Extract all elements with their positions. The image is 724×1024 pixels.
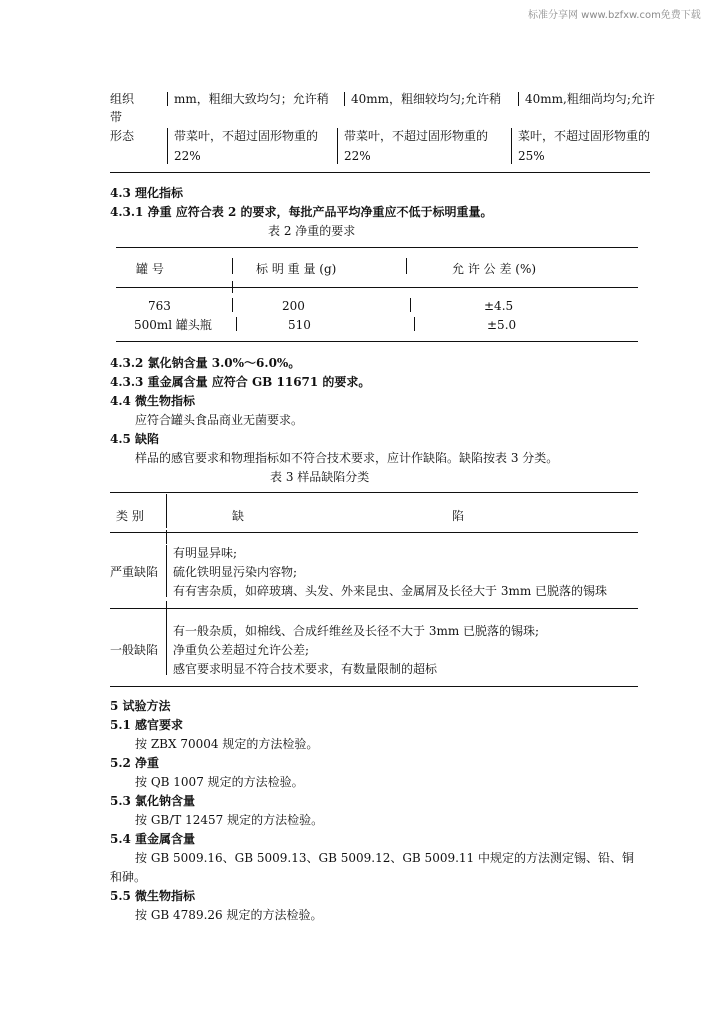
- col-divider: [166, 623, 167, 675]
- section-5-1-body: 按 ZBX 70004 规定的方法检验。: [135, 737, 319, 751]
- section-4-3-3: 4.3.3 重金属含量 应符合 GB 11671 的要求。: [110, 375, 371, 389]
- section-4-3-heading: 4.3 理化指标: [110, 186, 184, 200]
- table2-bottom-rule: [116, 341, 638, 342]
- table3-header-defect-2: 陷: [452, 509, 465, 523]
- section-5-3-body: 按 GB/T 12457 规定的方法检验。: [135, 813, 324, 827]
- general-item-1: 有一般杂质，如棉线、合成纤维丝及长径不大于 3mm 已脱落的锡珠;: [173, 624, 540, 638]
- xingtai-col2-l1: 带菜叶，不超过固形物重的: [344, 129, 489, 143]
- col-divider: [167, 92, 168, 106]
- table3-caption: 表 3 样品缺陷分类: [270, 470, 370, 484]
- severe-label: 严重缺陷: [110, 565, 159, 579]
- zuzhi-col2: 40mm，粗细较均匀;允许稍: [351, 92, 502, 106]
- col-divider: [166, 545, 167, 597]
- section-4-3-2: 4.3.2 氯化钠含量 3.0%～6.0%。: [110, 356, 301, 370]
- general-item-2: 净重负公差超过允许公差;: [173, 643, 310, 657]
- xingtai-col3-l2: 25%: [518, 149, 545, 163]
- table3-top-rule: [110, 492, 638, 493]
- row-label-zuzhi-cont: 带: [110, 110, 123, 124]
- section-5-4-heading: 5.4 重金属含量: [110, 832, 196, 846]
- col-divider: [236, 317, 237, 331]
- xingtai-col1-l1: 带菜叶，不超过固形物重的: [174, 129, 319, 143]
- table2-caption: 表 2 净重的要求: [268, 224, 356, 238]
- col-divider: [232, 258, 233, 274]
- section-5-1-heading: 5.1 感官要求: [110, 718, 184, 732]
- table3-mid-rule: [110, 608, 638, 609]
- section-5-2-heading: 5.2 净重: [110, 756, 160, 770]
- section-5-3-heading: 5.3 氯化钠含量: [110, 794, 196, 808]
- site-header: 标准分享网 www.bzfxw.com免费下载: [528, 10, 701, 21]
- col-divider: [166, 530, 167, 544]
- table2-header-rule: [116, 287, 638, 288]
- table2-row1-col2: 200: [282, 299, 305, 313]
- table3-header-defect-1: 缺: [232, 509, 245, 523]
- section-4-5-body: 样品的感官要求和物理指标如不符合技术要求，应计作缺陷。缺陷按表 3 分类。: [135, 451, 559, 465]
- section-5-2-body: 按 QB 1007 规定的方法检验。: [135, 775, 304, 789]
- xingtai-col2-l2: 22%: [344, 149, 371, 163]
- section-5-heading: 5 试验方法: [110, 699, 171, 713]
- section-5-5-heading: 5.5 微生物指标: [110, 889, 196, 903]
- zuzhi-col3: 40mm,粗细尚均匀;允许: [525, 92, 655, 106]
- general-label: 一般缺陷: [110, 643, 159, 657]
- table2-row2-col1: 500ml 罐头瓶: [134, 318, 212, 332]
- col-divider: [344, 92, 345, 106]
- table2-header-col3: 允 许 公 差 (%): [452, 262, 537, 276]
- col-divider: [337, 128, 338, 164]
- table2-header-col1: 罐 号: [136, 262, 164, 276]
- col-divider: [518, 92, 519, 106]
- severe-item-1: 有明显异味;: [173, 546, 238, 560]
- table2-row1-col3: ±4.5: [484, 299, 514, 313]
- table2-row1-col1: 763: [148, 299, 171, 313]
- section-5-4-body: 按 GB 5009.16、GB 5009.13、GB 5009.12、GB 5009.11 中规定的方法测定锡、铅、铜: [135, 851, 634, 865]
- col-divider: [167, 128, 168, 164]
- general-item-3: 感官要求明显不符合技术要求，有数量限制的超标: [173, 662, 438, 676]
- section-4-4-body: 应符合罐头食品商业无菌要求。: [135, 413, 304, 427]
- severe-item-3: 有有害杂质，如碎玻璃、头发、外来昆虫、金属屑及长径大于 3mm 已脱落的锡珠: [173, 584, 608, 598]
- col-divider: [511, 128, 512, 164]
- table3-bottom-rule: [110, 686, 638, 687]
- col-divider: [414, 317, 415, 331]
- xingtai-col3-l1: 菜叶，不超过固形物重的: [518, 129, 651, 143]
- table3-header-category: 类 别: [116, 509, 144, 523]
- zuzhi-col1: mm，粗细大致均匀；允许稍: [174, 92, 329, 106]
- table3-header-rule: [110, 532, 638, 533]
- row-label-xingtai: 形态: [110, 129, 135, 143]
- section-4-4-heading: 4.4 微生物指标: [110, 394, 196, 408]
- col-divider: [232, 281, 233, 293]
- table2-row2-col3: ±5.0: [487, 318, 517, 332]
- table2-top-rule: [116, 247, 638, 248]
- section-4-5-heading: 4.5 缺陷: [110, 432, 160, 446]
- section-5-5-body: 按 GB 4789.26 规定的方法检验。: [135, 908, 323, 922]
- severe-item-2: 硫化铁明显污染内容物;: [173, 565, 298, 579]
- col-divider: [410, 298, 411, 312]
- col-divider: [166, 494, 167, 528]
- table1-bottom-rule: [110, 172, 650, 173]
- col-divider: [232, 298, 233, 312]
- table2-row2-col2: 510: [288, 318, 311, 332]
- table2-header-col2: 标 明 重 量 (g): [256, 262, 337, 276]
- section-4-3-1: 4.3.1 净重 应符合表 2 的要求，每批产品平均净重应不低于标明重量。: [110, 205, 493, 219]
- row-label-zuzhi: 组织: [110, 92, 135, 106]
- col-divider: [406, 258, 407, 274]
- xingtai-col1-l2: 22%: [174, 149, 201, 163]
- col-divider: [166, 601, 167, 623]
- section-5-4-body-cont: 和砷。: [110, 870, 147, 884]
